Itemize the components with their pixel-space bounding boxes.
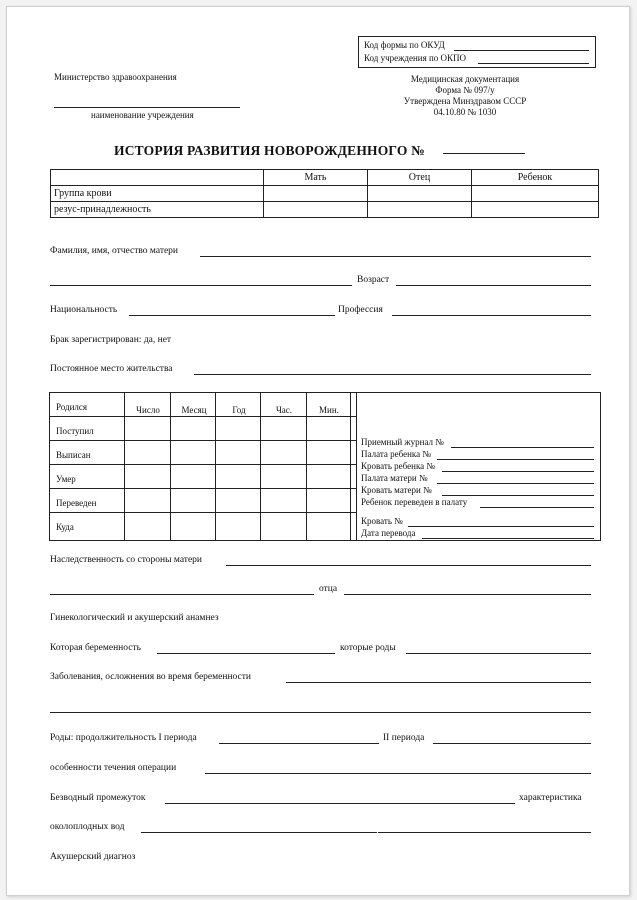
diagnosis-label: Акушерский диагноз [50,852,136,862]
col-day: Число [136,405,160,415]
child-bed-label: Кровать ребенка № [361,461,436,471]
cell-child-group[interactable] [472,186,599,202]
heredity-mother-line-2[interactable] [50,594,314,595]
period2-label: II периода [383,733,425,743]
age-line[interactable] [396,285,591,286]
residence-label: Постоянное место жительства [50,364,173,374]
form-number: Форма № 097/у [435,85,495,95]
heredity-father-line[interactable] [344,594,591,595]
doc-type: Медицинская документация [410,74,520,84]
okpo-label: Код учреждения по ОКПО [364,53,467,63]
diseases-label: Заболевания, осложнения во время беременности [50,672,251,682]
birth-line[interactable] [406,653,591,654]
mother-ward-line[interactable] [437,483,594,484]
row-blood-group: Группа крови [51,186,264,202]
bed-number-label: Кровать № [361,516,403,526]
nationality-label: Национальность [50,305,118,315]
amniotic-label: околоплодных вод [50,822,125,832]
approved-by: Утверждена Минздравом СССР [403,96,527,106]
okud-line[interactable] [454,50,589,51]
nationality-line[interactable] [129,315,335,316]
row-died: Умер [56,474,76,484]
row-born: Родился [56,402,88,412]
page-title: ИСТОРИЯ РАЗВИТИЯ НОВОРОЖДЕННОГО № [114,143,425,158]
bed-number-line[interactable] [408,526,594,527]
birth-label: которые роды [340,643,396,653]
institution-caption: наименование учреждения [91,110,194,120]
mother-name-label: Фамилия, имя, отчество матери [50,246,179,256]
marriage-label: Брак зарегистрирован: да, нет [50,335,172,345]
admission-journal-line[interactable] [451,447,594,448]
mother-name-line-2[interactable] [50,285,352,286]
heredity-mother-label: Наследственность со стороны матери [50,555,202,565]
mother-bed-label: Кровать матери № [361,485,432,495]
cell-mother-rh[interactable] [264,202,368,218]
row-where: Куда [56,522,74,532]
col-year: Год [232,405,246,415]
pregnancy-label: Которая беременность [50,643,141,653]
characteristic-label: характеристика [519,793,582,803]
amniotic-line-2[interactable] [378,832,591,833]
okud-label: Код формы по ОКУД [364,40,445,50]
labor-period2-line[interactable] [433,743,591,744]
operation-label: особенности течения операции [50,763,177,773]
blood-table [50,169,599,218]
mother-name-line[interactable] [200,256,591,257]
admission-journal-label: Приемный журнал № [361,437,444,447]
age-label: Возраст [357,275,390,285]
profession-label: Профессия [338,305,383,315]
amniotic-line[interactable] [141,832,377,833]
diseases-line-2[interactable] [50,712,591,713]
col-father: Отец [368,170,472,186]
father-label: отца [319,584,338,594]
cell-father-group[interactable] [368,186,472,202]
pregnancy-line[interactable] [157,653,335,654]
row-rhesus: резус-принадлежность [51,202,264,218]
mother-ward-label: Палата матери № [361,473,428,483]
code-box [358,36,596,68]
heredity-mother-line[interactable] [226,565,591,566]
table-row [51,186,599,202]
child-bed-line[interactable] [442,471,594,472]
anhydrous-line[interactable] [165,803,515,804]
gyn-history-label: Гинекологический и акушерский анамнез [50,613,219,623]
residence-line[interactable] [194,374,591,375]
transfer-date-label: Дата перевода [361,528,416,538]
cell-mother-group[interactable] [264,186,368,202]
row-transferred: Переведен [56,498,97,508]
order-date: 04.10.80 № 1030 [433,107,497,117]
table-row [51,202,599,218]
col-min: Мин. [319,405,339,415]
form-page [6,6,630,896]
diseases-line[interactable] [286,682,591,683]
ministry-label: Министерство здравоохранения [54,72,177,82]
event-grid [49,392,601,541]
row-admitted: Поступил [56,426,94,436]
row-discharged: Выписан [56,450,91,460]
blood-table-header [51,170,599,186]
anhydrous-label: Безводный промежуток [50,793,146,803]
col-mother: Мать [264,170,368,186]
form-info [385,74,545,118]
cell-father-rh[interactable] [368,202,472,218]
institution-line[interactable] [54,107,240,108]
col-month: Месяц [181,405,207,415]
profession-line[interactable] [392,315,591,316]
history-number-line[interactable] [443,153,525,154]
col-child: Ребенок [472,170,599,186]
mother-bed-line[interactable] [442,495,594,496]
operation-line[interactable] [205,773,591,774]
okpo-line[interactable] [478,63,589,64]
transferred-ward-line[interactable] [480,507,594,508]
child-ward-label: Палата ребенка № [361,449,431,459]
labor-duration-label: Роды: продолжительность I периода [50,733,197,743]
labor-period1-line[interactable] [219,743,379,744]
col-hour: Час. [275,405,293,415]
transferred-ward-label: Ребенок переведен в палату [361,497,468,507]
child-ward-line[interactable] [437,459,594,460]
cell-child-rh[interactable] [472,202,599,218]
transfer-date-line[interactable] [422,538,594,539]
